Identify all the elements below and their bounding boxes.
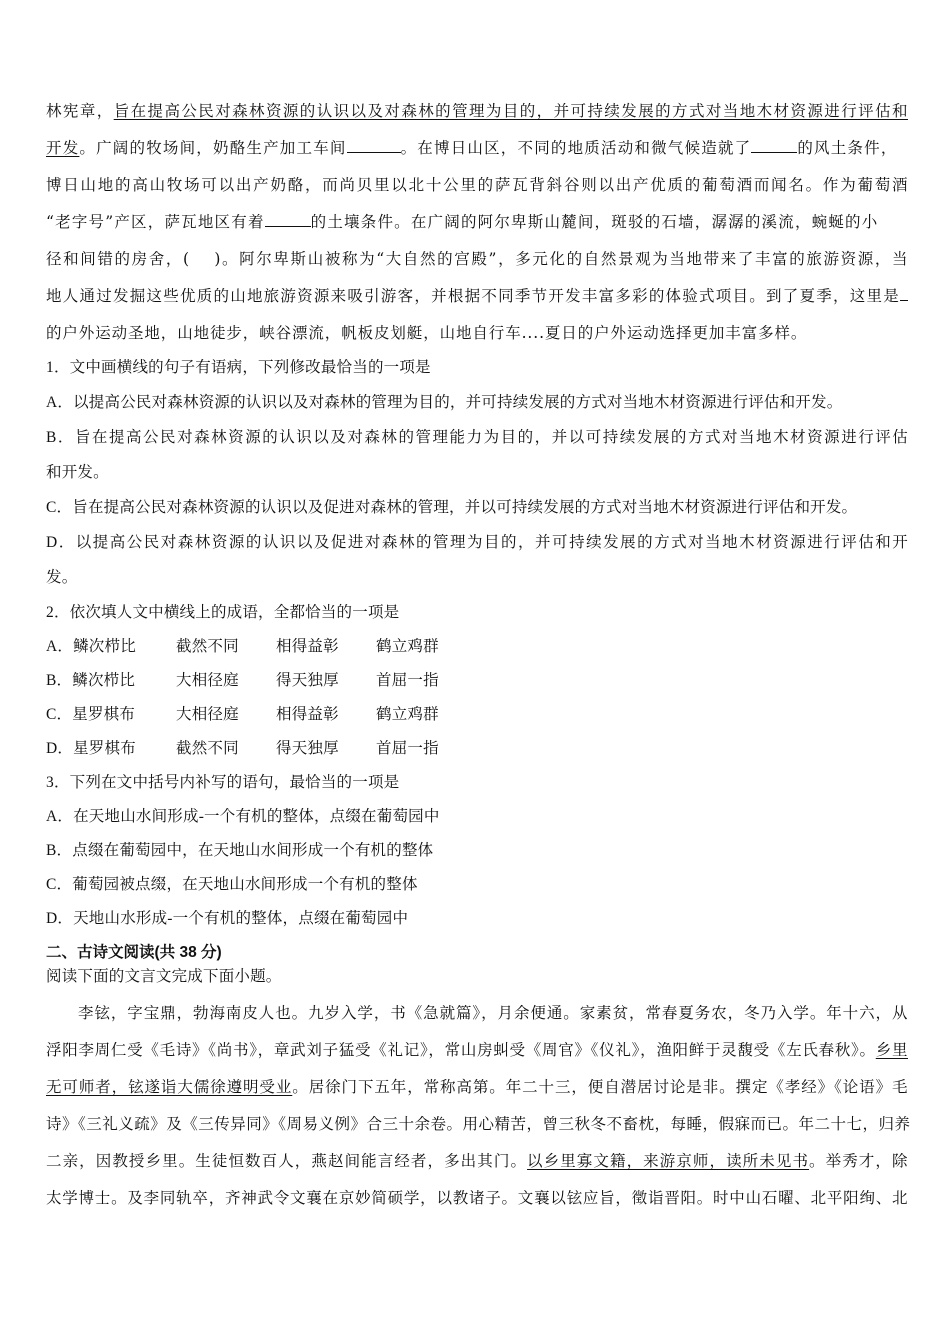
passage-line-7: 的户外运动圣地，山地徒步，峡谷漂流，帆板皮划艇，山地自行车....夏日的户外运动选择更加丰富多样。 xyxy=(46,324,808,342)
passage-line-3: 博日山地的高山牧场可以出产奶酪，而尚贝里以北十公里的萨瓦背斜谷则以出产优质的葡萄酒而闻名。作为葡萄酒 xyxy=(46,176,908,194)
classical-text-line-5: 二亲，因教授乡里。生徒恒数百人，燕赵间能言经者，多出其门。以乡里寡文籍，来游京师，读所未见书。举秀才，除 xyxy=(46,1152,908,1170)
q1-option-a: A．以提高公民对森林资源的认识以及对森林的管理为目的，并可持续发展的方式对当地木材资源进行评估和开发。 xyxy=(46,394,843,411)
q3-stem: 3．下列在文中括号内补写的语句，最恰当的一项是 xyxy=(46,774,400,791)
section-heading: 二、古诗文阅读(共 38 分) xyxy=(46,944,222,961)
q3-option-a: A．在天地山水间形成-一个有机的整体，点缀在葡萄园中 xyxy=(46,808,440,825)
q2-option-a: A．鳞次栉比 截然不同 相得益彰 鹤立鸡群 xyxy=(46,638,439,655)
blank-2 xyxy=(751,138,797,153)
blank-1 xyxy=(347,138,401,153)
underlined-sentence-5: 以乡里寡文籍，来游京师，读所未见书 xyxy=(527,1152,810,1170)
blank-3 xyxy=(265,212,311,227)
q3-option-c: C．葡萄园被点缀，在天地山水间形成一个有机的整体 xyxy=(46,876,418,893)
q2-option-c: C．星罗棋布 大相径庭 相得益彰 鹤立鸡群 xyxy=(46,706,439,723)
q1-option-b-cont: 和开发。 xyxy=(46,464,109,481)
q1-option-c: C．旨在提高公民对森林资源的认识以及促进对森林的管理，并以可持续发展的方式对当地木材资源进行评估和开发。 xyxy=(46,499,858,516)
section-intro: 阅读下面的文言文完成下面小题。 xyxy=(46,968,282,985)
classical-text-line-4: 诗》《三礼义疏》及《三传异同》《周易义例》合三十余卷。用心精苦，曾三秋冬不畜枕，每睡，假寐而已。年二十七，归养 xyxy=(46,1115,911,1133)
q1-stem: 1．文中画横线的句子有语病，下列修改最恰当的一项是 xyxy=(46,359,431,376)
classical-text-line-6: 太学博士。及李同轨卒，齐神武令文襄在京妙简硕学，以教诸子。文襄以铉应旨，徵诣晋阳。时中山石曜、北平阳绚、北 xyxy=(46,1189,908,1207)
q3-option-b: B．点缀在葡萄园中，在天地山水间形成一个有机的整体 xyxy=(46,842,434,859)
q1-option-d-cont: 发。 xyxy=(46,569,78,586)
q2-option-d: D．星罗棋布 截然不同 得天独厚 首屈一指 xyxy=(46,740,439,757)
passage-line-4: “老字号”产区，萨瓦地区有着 的土壤条件。在广阔的阿尔卑斯山麓间，斑驳的石墙，潺潺的溪流，蜿蜒的小 xyxy=(46,213,879,231)
q2-option-b: B．鳞次栉比 大相径庭 得天独厚 首屈一指 xyxy=(46,672,439,689)
q1-option-d: D．以提高公民对森林资源的认识以及促进对森林的管理为目的，并可持续发展的方式对当地木材资源进行评估和开 xyxy=(46,534,908,551)
passage-line-1: 林宪章，旨在提高公民对森林资源的认识以及对森林的管理为目的，并可持续发展的方式对当地木材资源进行评估和 xyxy=(46,102,908,120)
q3-option-d: D．天地山水形成-一个有机的整体，点缀在葡萄园中 xyxy=(46,910,409,927)
blank-4 xyxy=(900,286,908,301)
passage-line-6: 地人通过发掘这些优质的山地旅游资源来吸引游客，并根据不同季节开发丰富多彩的体验式项目。到了夏季，这里是 xyxy=(46,286,908,306)
underlined-sentence: 旨在提高公民对森林资源的认识以及对森林的管理为目的，并可持续发展的方式对当地木材资源进行评估和 xyxy=(113,102,908,120)
underlined-sentence-end: 开发 xyxy=(46,139,80,157)
classical-text-line-1: 李铉，字宝鼎，勃海南皮人也。九岁入学，书《急就篇》，月余便通。家素贫，常春夏务农，冬乃入学。年十六，从 xyxy=(78,1004,908,1022)
underlined-sentence-4: 乡里 xyxy=(875,1041,908,1059)
classical-text-line-2: 浮阳李周仁受《毛诗》《尚书》，章武刘子猛受《礼记》，常山房虯受《周官》《仪礼》，渔阳鲜于灵馥受《左氏春秋》。乡里 xyxy=(46,1041,908,1059)
passage-line-5: 径和间错的房舍，( )。阿尔卑斯山被称为“大自然的宫殿”，多元化的自然景观为当地带来了丰富的旅游资源，当 xyxy=(46,250,908,268)
passage-line-2: 开发。广阔的牧场间，奶酪生产加工车间 。在博日山区，不同的地质活动和微气候造就了 的风土条件， xyxy=(46,139,898,157)
q2-stem: 2．依次填人文中横线上的成语，全都恰当的一项是 xyxy=(46,604,400,621)
q1-option-b: B．旨在提高公民对森林资源的认识以及对森林的管理能力为目的，并以可持续发展的方式对当地木材资源进行评估 xyxy=(46,429,908,446)
classical-text-line-3: 无可师者，铉遂诣大儒徐遵明受业。居徐门下五年，常称高第。年二十三，便自潜居讨论是非。撰定《孝经》《论语》毛 xyxy=(46,1078,908,1096)
underlined-sentence-4-cont: 无可师者，铉遂诣大儒徐遵明受业 xyxy=(46,1078,293,1096)
